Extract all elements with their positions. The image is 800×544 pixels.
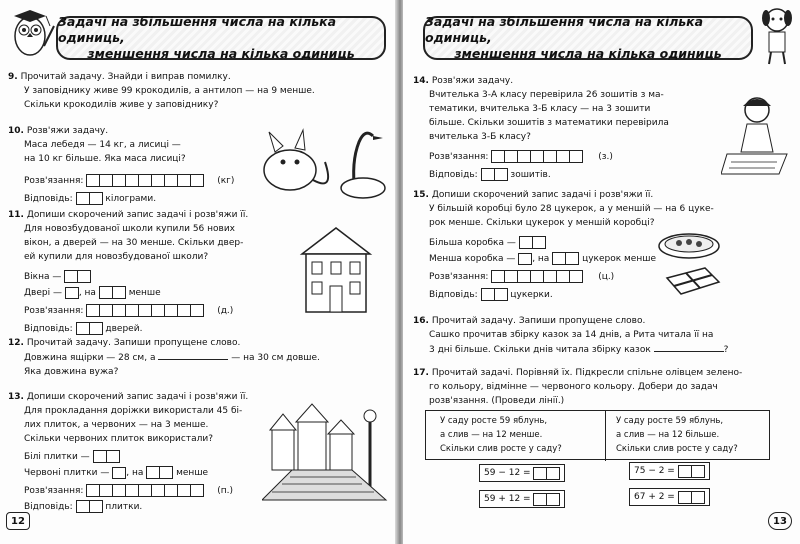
entry-box[interactable] bbox=[65, 287, 79, 299]
entry-cells[interactable] bbox=[64, 270, 91, 283]
task-text: більше. Скільки зошитів з математики перевірила bbox=[429, 118, 669, 128]
story-table bbox=[425, 410, 770, 460]
expression-text: 67 + 2 = bbox=[634, 492, 675, 502]
expression-text: 59 + 12 = bbox=[484, 494, 531, 504]
story-line: У саду росте 59 яблунь, bbox=[616, 416, 724, 426]
solution-cells[interactable] bbox=[491, 150, 583, 163]
topic-banner bbox=[56, 16, 386, 60]
task-heading: Розв'яжи задачу. bbox=[26, 126, 109, 136]
entry-cells[interactable] bbox=[146, 466, 173, 479]
solution-cells[interactable] bbox=[86, 484, 204, 497]
solution-cells[interactable] bbox=[86, 304, 204, 317]
story-line: а слив — на 12 більше. bbox=[616, 430, 720, 440]
task-9 bbox=[8, 70, 388, 112]
task-16 bbox=[413, 314, 798, 357]
candy-boxes-illustration bbox=[653, 226, 723, 302]
missing-word-blank[interactable] bbox=[654, 342, 724, 352]
task-12 bbox=[8, 336, 388, 379]
answer-label: Відповідь: bbox=[24, 324, 73, 334]
task-number: 17. bbox=[413, 368, 429, 378]
answer-cells[interactable] bbox=[481, 288, 508, 301]
task-heading: Прочитай задачу. Запиши пропущене слово. bbox=[431, 316, 646, 326]
answer-label: Відповідь: bbox=[24, 194, 73, 204]
solution-label: Розв'язання: bbox=[24, 486, 84, 496]
task-text: вікон, а дверей — на 30 менше. Скільки двер- bbox=[24, 238, 244, 248]
task-text: Вчителька 3-А класу перевірила 26 зошитів з ма- bbox=[429, 90, 664, 100]
answer-label: Відповідь: bbox=[24, 502, 73, 512]
result-cells[interactable] bbox=[533, 493, 560, 506]
task-text: Для новозбудованої школи купили 56 нових bbox=[24, 224, 236, 234]
story-less bbox=[426, 411, 606, 461]
task-text: 3 дні більше. Скільки днів читала збірку казок bbox=[429, 345, 651, 355]
task-heading: Допиши скорочений запис задачі і розв'яжи її. bbox=[26, 210, 249, 220]
entry-box[interactable] bbox=[518, 253, 532, 265]
teacher-checking-notebooks-illustration bbox=[721, 92, 793, 184]
solution-label: Розв'язання: bbox=[429, 152, 489, 162]
task-text: розв'язання. (Проведи лінії.) bbox=[429, 396, 565, 406]
task-text: Сашко прочитав збірку казок за 14 днів, а Рита читала її на bbox=[429, 330, 714, 340]
page-number-right: 13 bbox=[768, 512, 792, 530]
short-note-row-2: Двері — bbox=[24, 288, 62, 298]
solution-cells[interactable] bbox=[491, 270, 583, 283]
task-number: 11. bbox=[8, 210, 24, 220]
answer-label: Відповідь: bbox=[429, 170, 478, 180]
task-heading: Прочитай задачу. Запиши пропущене слово. bbox=[26, 338, 241, 348]
school-building-illustration bbox=[298, 224, 374, 316]
answer-unit: плитки. bbox=[105, 502, 143, 512]
task-number: 9. bbox=[8, 72, 18, 82]
task-text: ей купили для новозбудованої школи? bbox=[24, 252, 209, 262]
story-line: Скільки слив росте у саду? bbox=[440, 444, 562, 454]
task-number: 16. bbox=[413, 316, 429, 326]
banner-line-1: Задачі на збільшення числа на кілька одиниць, bbox=[425, 14, 704, 45]
entry-cells[interactable] bbox=[93, 450, 120, 463]
unit-label: (п.) bbox=[217, 486, 233, 496]
task-text: на 10 кг більше. Яка маса лисиці? bbox=[24, 154, 186, 164]
right-page bbox=[403, 0, 800, 544]
task-text: Довжина ящірки — 28 см, а bbox=[24, 353, 156, 363]
task-text: Для прокладання доріжки використали 45 бі- bbox=[24, 406, 243, 416]
owl-teacher-illustration bbox=[6, 6, 56, 62]
short-note-row-1: Вікна — bbox=[24, 272, 62, 282]
task-text: тематики, вчителька 3-Б класу — на 3 зошити bbox=[429, 104, 651, 114]
answer-cells[interactable] bbox=[76, 192, 103, 205]
answer-unit: кілограми. bbox=[105, 194, 157, 204]
less-text: менше bbox=[176, 468, 209, 478]
task-text: Яка довжина вужа? bbox=[24, 367, 119, 377]
answer-unit: цукерки. bbox=[510, 290, 553, 300]
task-15 bbox=[413, 188, 798, 302]
unit-label: (з.) bbox=[598, 152, 613, 162]
task-text: рок менше. Скільки цукерок у меншій коробці? bbox=[429, 218, 655, 228]
task-number: 15. bbox=[413, 190, 429, 200]
task-text: У заповіднику живе 99 крокодилів, а антилоп — на 9 менше. bbox=[24, 86, 315, 96]
task-heading: Допиши скорочений запис задачі і розв'яжи її. bbox=[26, 392, 249, 402]
task-number: 10. bbox=[8, 126, 24, 136]
fox-and-swan-illustration bbox=[255, 122, 395, 202]
banner-line-1: Задачі на збільшення числа на кілька одиниць, bbox=[58, 14, 337, 45]
answer-unit: зошитів. bbox=[510, 170, 551, 180]
story-more bbox=[606, 411, 771, 461]
task-text: — на 30 см довше. bbox=[231, 353, 320, 363]
solution-label: Розв'язання: bbox=[24, 176, 84, 186]
entry-cells[interactable] bbox=[552, 252, 579, 265]
answer-cells[interactable] bbox=[76, 500, 103, 513]
answer-unit: дверей. bbox=[105, 324, 143, 334]
missing-word-blank[interactable] bbox=[158, 350, 228, 360]
short-note-row-2: Червоні плитки — bbox=[24, 468, 110, 478]
unit-label: (ц.) bbox=[598, 272, 615, 282]
short-note-row-1: Білі плитки — bbox=[24, 452, 90, 462]
expression-card[interactable] bbox=[479, 464, 565, 482]
short-note-row-1: Більша коробка — bbox=[429, 238, 516, 248]
less-text: менше bbox=[128, 288, 161, 298]
town-path-illustration bbox=[262, 400, 390, 502]
entry-cells[interactable] bbox=[519, 236, 546, 249]
result-cells[interactable] bbox=[678, 491, 705, 504]
on-text: , на bbox=[532, 254, 550, 264]
task-heading: Розв'яжи задачу. bbox=[431, 76, 514, 86]
task-heading: Допиши скорочений запис задачі і розв'яжи її. bbox=[431, 190, 654, 200]
short-note-row-2: Менша коробка — bbox=[429, 254, 516, 264]
page-number-left: 12 bbox=[6, 512, 30, 530]
task-14 bbox=[413, 74, 713, 182]
answer-label: Відповідь: bbox=[429, 290, 478, 300]
less-text: цукерок менше bbox=[582, 254, 657, 264]
banner-line-2: зменшення числа на кілька одиниць bbox=[454, 46, 722, 61]
task-number: 14. bbox=[413, 76, 429, 86]
on-text: , на bbox=[78, 288, 96, 298]
task-17 bbox=[413, 366, 798, 408]
unit-label: (д.) bbox=[217, 306, 234, 316]
task-number: 12. bbox=[8, 338, 24, 348]
banner-line-2: зменшення числа на кілька одиниць bbox=[87, 46, 355, 61]
answer-cells[interactable] bbox=[76, 322, 103, 335]
dog-character-illustration bbox=[755, 4, 799, 66]
task-text: лих плиток, а червоних — на 3 менше. bbox=[24, 420, 209, 430]
question-mark: ? bbox=[723, 345, 729, 355]
expression-text: 75 − 2 = bbox=[634, 466, 675, 476]
on-text: , на bbox=[126, 468, 144, 478]
task-text: У більшій коробці було 28 цукерок, а у меншій — на 6 цуке- bbox=[429, 204, 714, 214]
task-text: Скільки червоних плиток використали? bbox=[24, 434, 213, 444]
task-heading: Прочитай задачу. Знайди і виправ помилку. bbox=[20, 72, 231, 82]
expression-text: 59 − 12 = bbox=[484, 468, 531, 478]
solution-label: Розв'язання: bbox=[24, 306, 84, 316]
story-line: Скільки слив росте у саду? bbox=[616, 444, 738, 454]
task-text: вчителька 3-Б класу? bbox=[429, 132, 531, 142]
entry-cells[interactable] bbox=[99, 286, 126, 299]
topic-banner bbox=[423, 16, 753, 60]
task-number: 13. bbox=[8, 392, 24, 402]
expression-card[interactable] bbox=[629, 462, 710, 480]
task-text: го кольору, відмінне — червоного кольору. Добери до задач bbox=[429, 382, 718, 392]
entry-box[interactable] bbox=[112, 467, 126, 479]
result-cells[interactable] bbox=[678, 465, 705, 478]
task-text: Маса лебедя — 14 кг, а лисиці — bbox=[24, 140, 181, 150]
left-page bbox=[0, 0, 397, 544]
solution-cells[interactable] bbox=[86, 174, 204, 187]
expression-card[interactable] bbox=[479, 490, 565, 508]
story-line: У саду росте 59 яблунь, bbox=[440, 416, 548, 426]
solution-label: Розв'язання: bbox=[429, 272, 489, 282]
story-line: а слив — на 12 менше. bbox=[440, 430, 543, 440]
unit-label: (кг) bbox=[217, 176, 235, 186]
task-heading: Прочитай задачі. Порівняй їх. Підкресли спільне олівцем зелено- bbox=[431, 368, 743, 378]
expression-card[interactable] bbox=[629, 488, 710, 506]
result-cells[interactable] bbox=[533, 467, 560, 480]
answer-cells[interactable] bbox=[481, 168, 508, 181]
task-text: Скільки крокодилів живе у заповіднику? bbox=[24, 100, 219, 110]
